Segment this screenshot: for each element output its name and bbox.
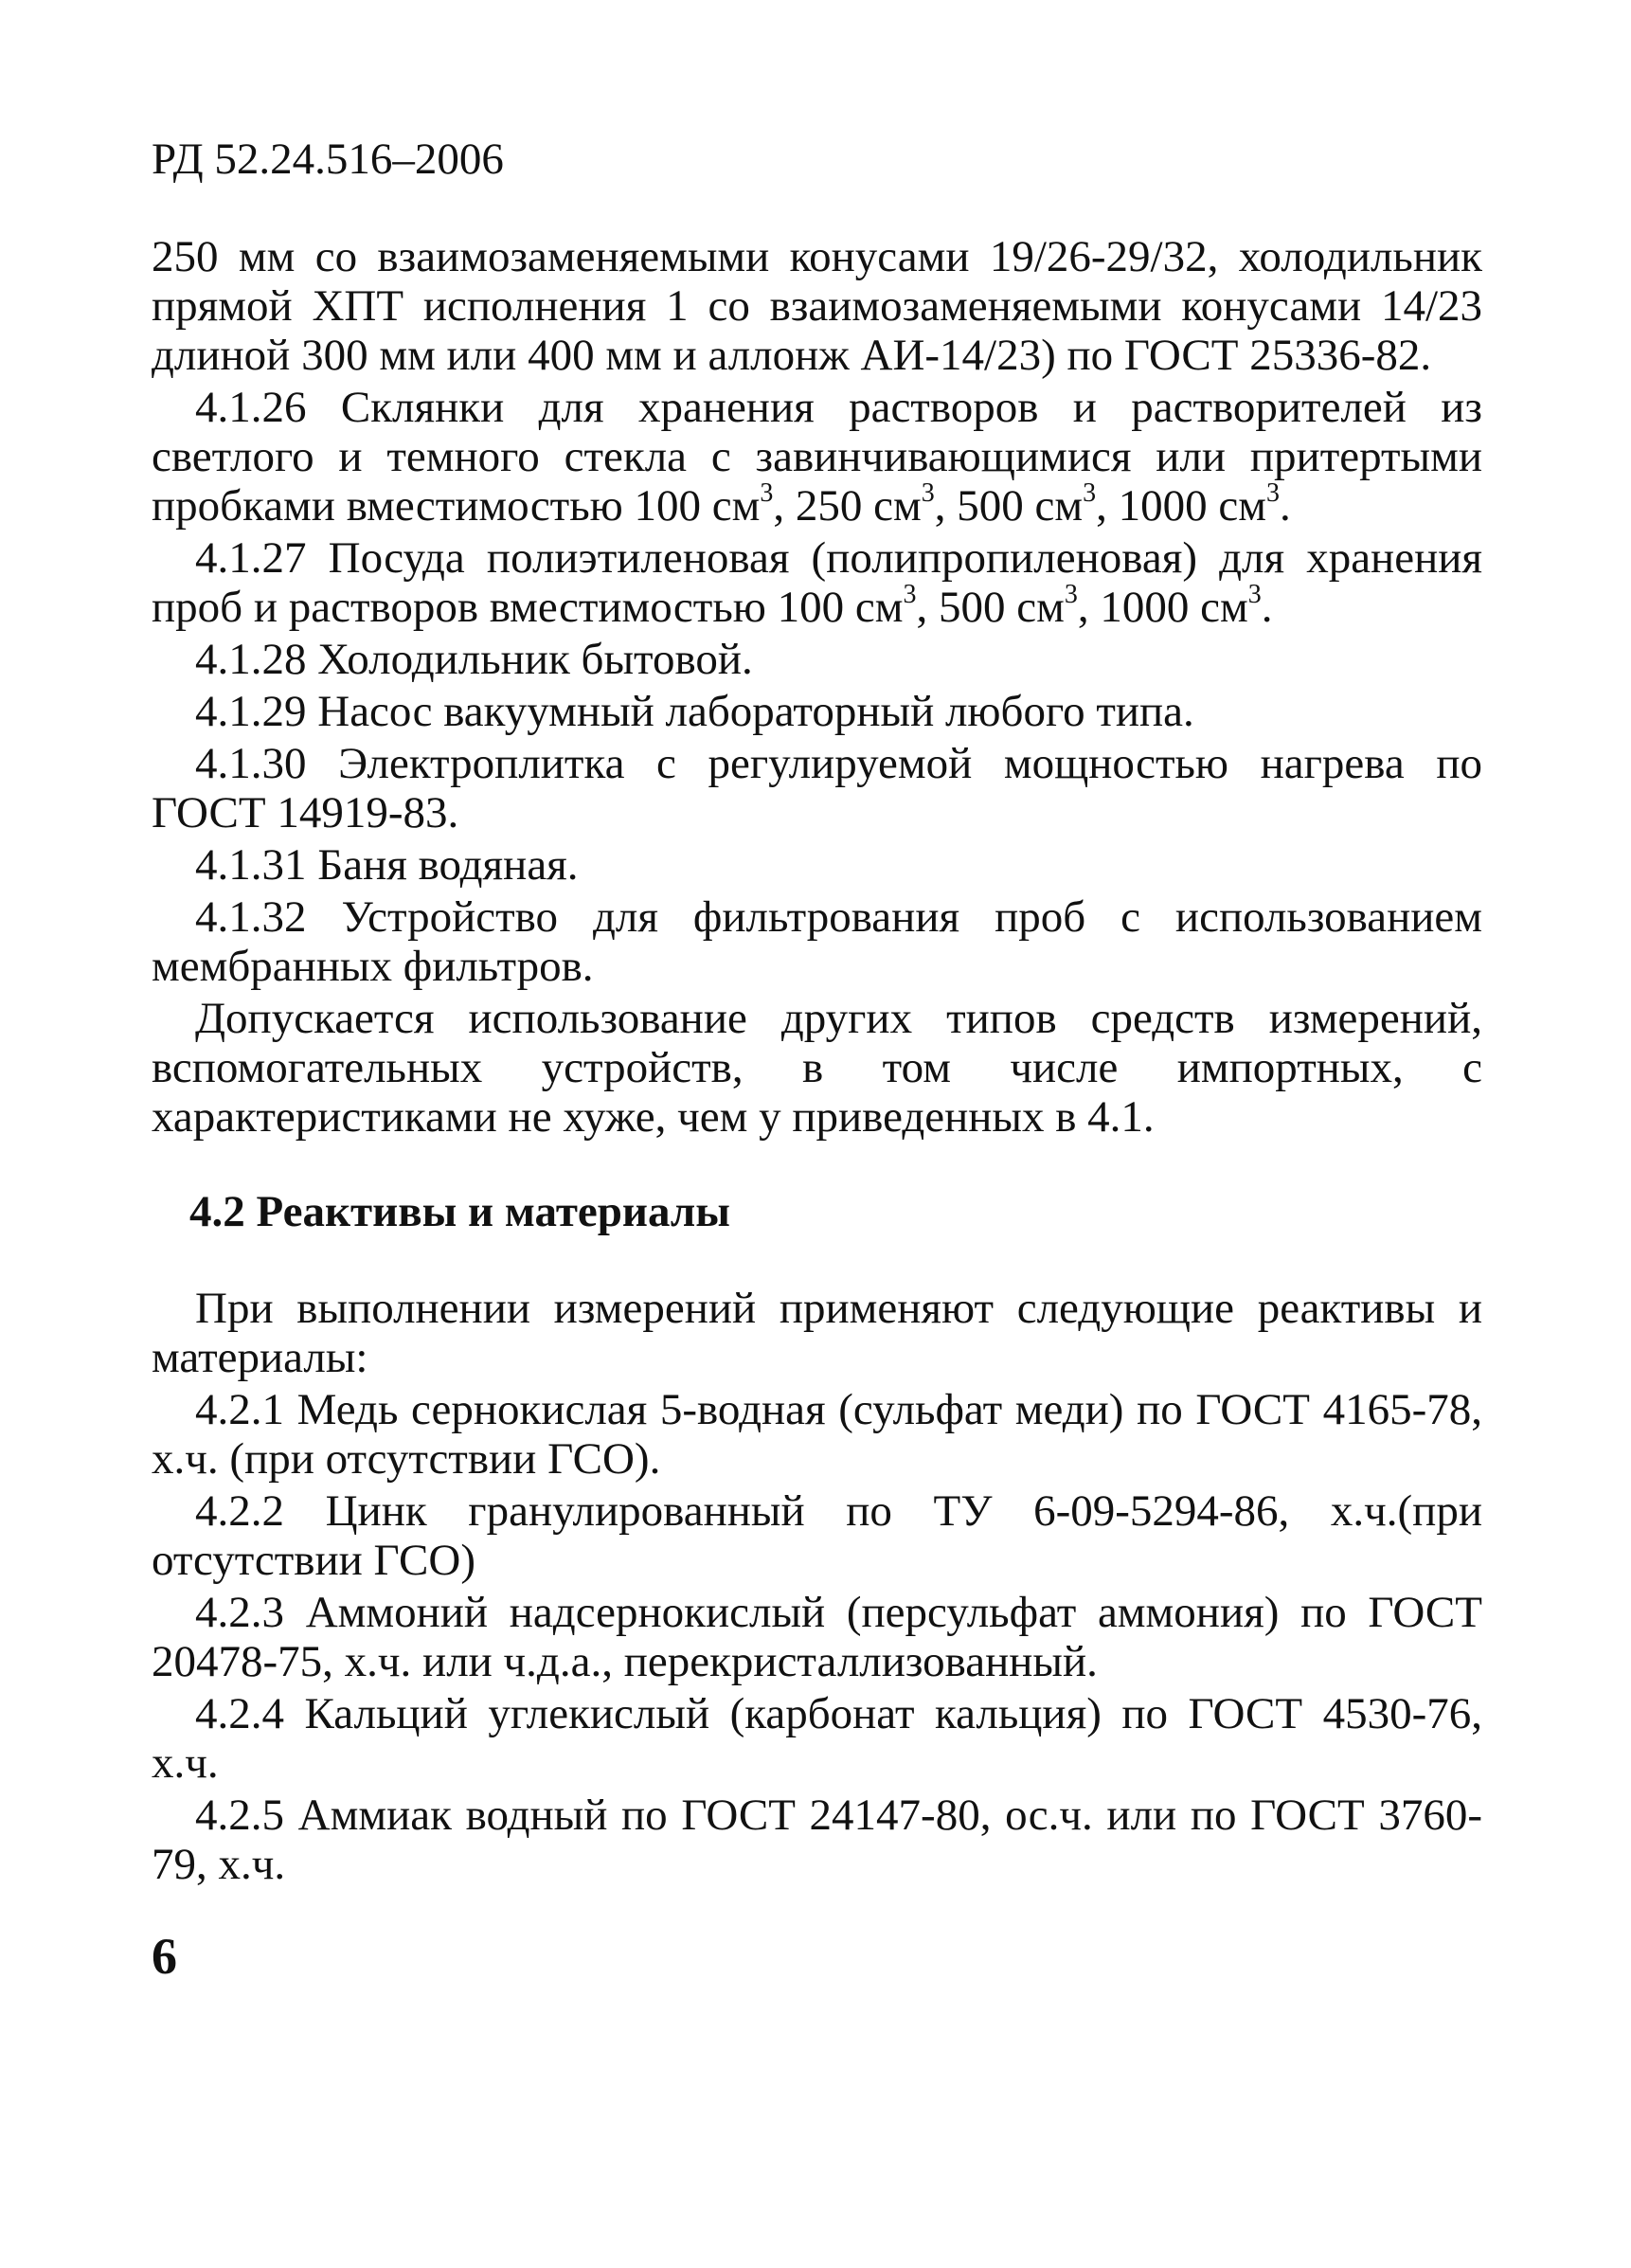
superscript: 3 xyxy=(921,478,935,508)
item-4-1-28: 4.1.28 Холодильник бытовой. xyxy=(195,635,753,684)
item-4-2-1: 4.2.1 Медь сернокислая 5-водная (сульфат меди) по ГОСТ 4165-78, х.ч. (при отсутствии ГСО). xyxy=(152,1385,1482,1484)
item-4-1-29: 4.1.29 Насос вакуумный лабораторный любого типа. xyxy=(195,687,1194,736)
item-4-1-31: 4.1.31 Баня водяная. xyxy=(195,840,579,890)
item-4-2-4: 4.2.4 Кальций углекислый (карбонат кальция) по ГОСТ 4530-76, х.ч. xyxy=(152,1689,1482,1788)
item-4-1-26-volume: , 250 см xyxy=(773,481,922,531)
item-4-1-27 xyxy=(152,533,1482,632)
item-4-1-26-end: . xyxy=(1279,481,1291,531)
superscript: 3 xyxy=(1265,478,1280,508)
superscript: 3 xyxy=(760,478,774,508)
item-4-1-32: 4.1.32 Устройство для фильтрования проб с использованием мембранных фильтров. xyxy=(152,892,1482,991)
item-4-1-26-text: 4.1.26 Склянки для хранения растворов и растворителей из светлого и темного стекла с завинчивающимися или притертыми пробками вместимостью 100 см xyxy=(152,383,1482,531)
item-4-1-27-volume: , 500 см xyxy=(916,583,1065,632)
note-4-1: Допускается использование других типов средств измерений, вспомогательных устройств, в том числе импортных, с характеристиками не хуже, чем у приведенных в 4.1. xyxy=(152,994,1482,1142)
item-4-2-5: 4.2.5 Аммиак водный по ГОСТ 24147-80, ос.ч. или по ГОСТ 3760-79, х.ч. xyxy=(152,1791,1482,1889)
section-heading-4-2: 4.2 Реактивы и материалы xyxy=(189,1187,730,1236)
page-body xyxy=(152,232,1482,1892)
item-4-1-27-end: . xyxy=(1261,583,1273,632)
continuation-paragraph: 250 мм со взаимозаменяемыми конусами 19/26-29/32, холодильник прямой ХПТ исполнения 1 со взаимозаменяемыми конусами 14/23 длиной 300 мм или 400 мм и аллонж АИ-14/23) по ГОСТ 25336-82. xyxy=(152,232,1482,380)
section-4-2-intro: При выполнении измерений применяют следующие реактивы и материалы: xyxy=(152,1284,1482,1382)
item-4-1-30: 4.1.30 Электроплитка с регулируемой мощностью нагрева по ГОСТ 14919-83. xyxy=(152,739,1482,837)
item-4-1-26-volume: , 1000 см xyxy=(1096,481,1266,531)
superscript: 3 xyxy=(1083,478,1097,508)
item-4-2-2: 4.2.2 Цинк гранулированный по ТУ 6-09-5294-86, х.ч.(при отсутствии ГСО) xyxy=(152,1486,1482,1585)
item-4-2-3: 4.2.3 Аммоний надсернокислый (персульфат аммония) по ГОСТ 20478-75, х.ч. или ч.д.а., перекристаллизованный. xyxy=(152,1588,1482,1686)
item-4-1-26-volume: , 500 см xyxy=(934,481,1084,531)
item-4-1-27-volume: , 1000 см xyxy=(1077,583,1248,632)
item-4-1-27-text: 4.1.27 Посуда полиэтиленовая (полипропиленовая) для хранения проб и растворов вместимостью 100 см xyxy=(152,533,1482,632)
item-4-1-26 xyxy=(152,383,1482,531)
page-number: 6 xyxy=(152,1928,177,1985)
superscript: 3 xyxy=(903,580,917,609)
superscript: 3 xyxy=(1064,580,1078,609)
document-code-header: РД 52.24.516–2006 xyxy=(152,135,504,184)
superscript: 3 xyxy=(1247,580,1262,609)
